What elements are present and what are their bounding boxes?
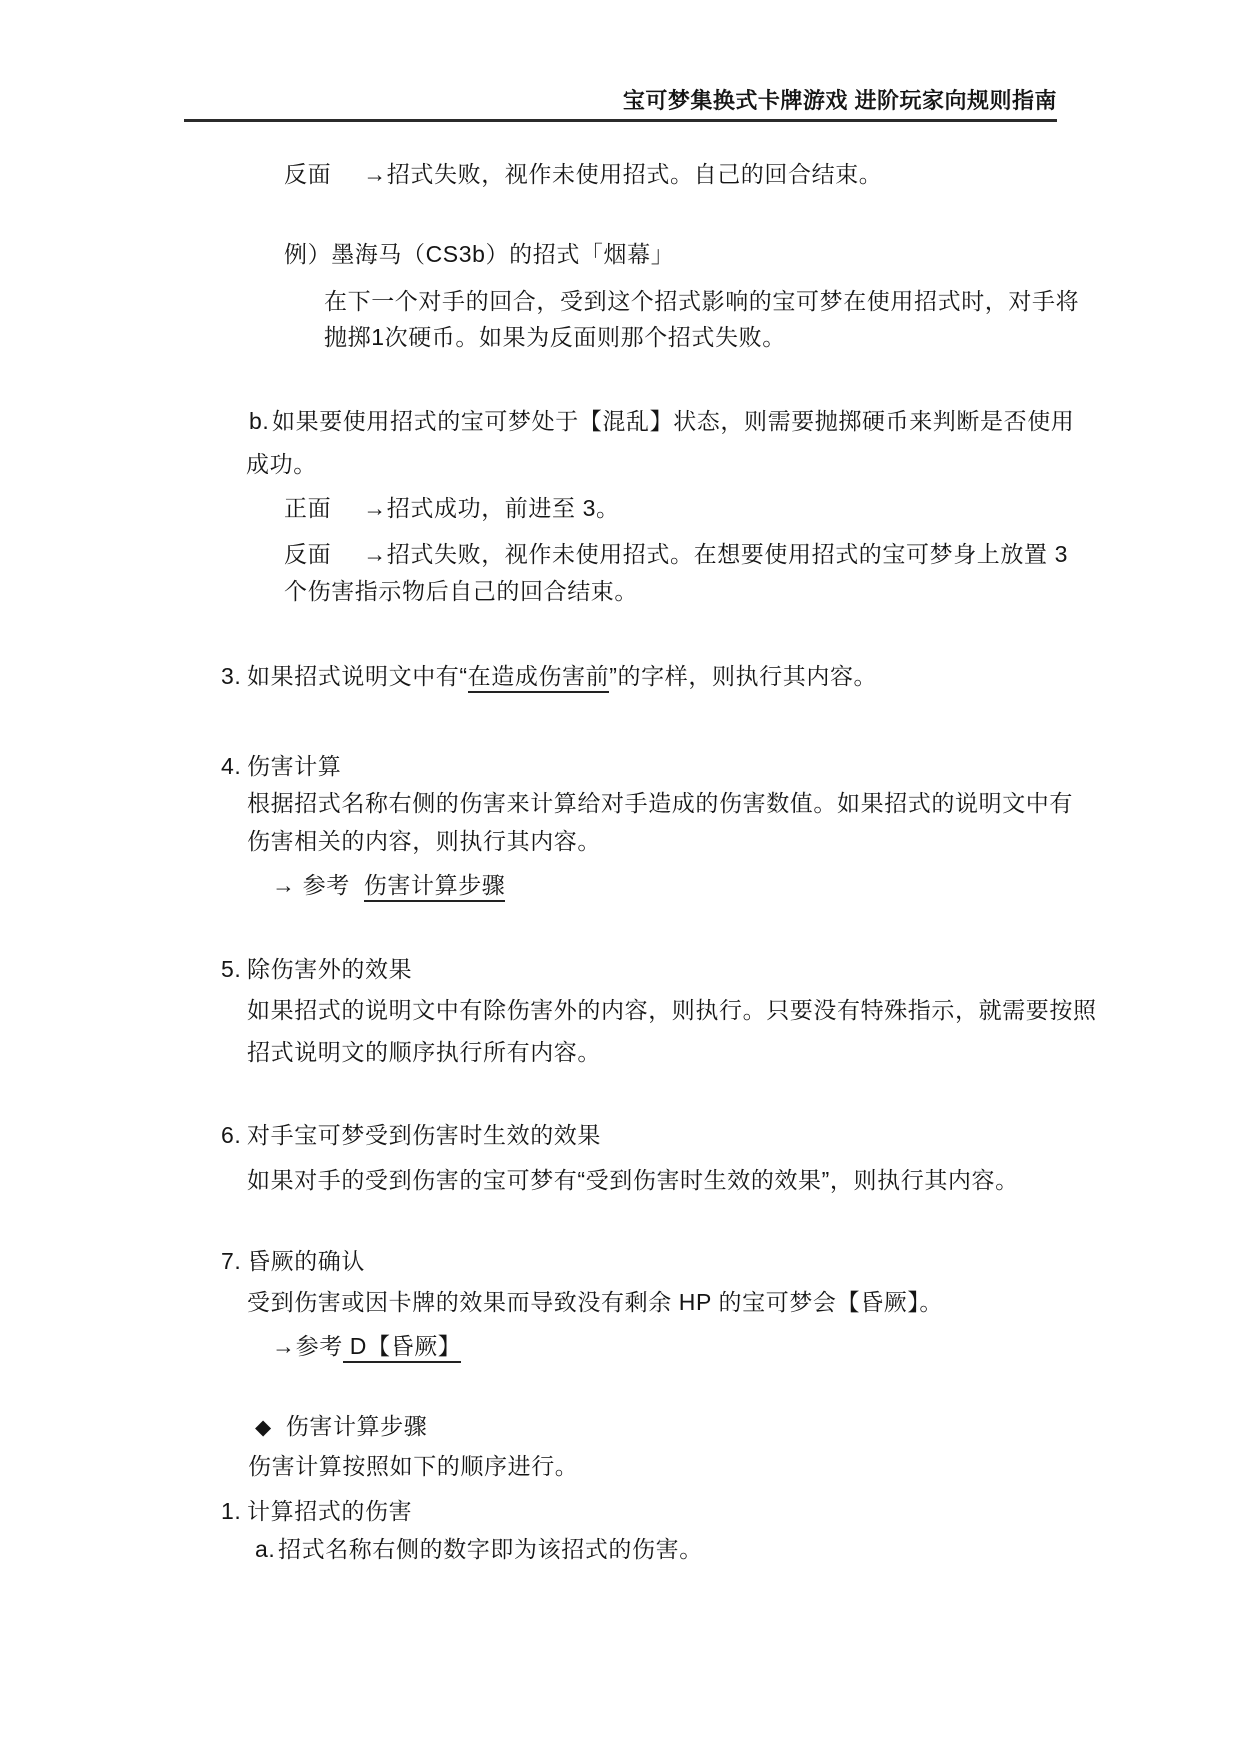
- step-5-title-line: [221, 955, 412, 984]
- step-3-line: [221, 662, 877, 691]
- header-divider: [184, 119, 1057, 122]
- step-4-body-line-1: 根据招式名称右侧的伤害来计算给对手造成的伤害数值。如果招式的说明文中有: [247, 790, 1073, 816]
- coin-tails-result-line: [284, 160, 882, 189]
- step-3-suffix: ”的字样，则执行其内容。: [609, 663, 878, 689]
- step-5-marker: 5.: [221, 956, 242, 982]
- coin-tails-label-b: 反面: [284, 541, 332, 567]
- step-4-body-line-2: 伤害相关的内容，则执行其内容。: [247, 828, 601, 854]
- damage-step-1-line: [221, 1497, 412, 1526]
- step-7-title-line: [221, 1247, 365, 1276]
- coin-heads-text: →招式成功，前进至 3。: [363, 495, 620, 521]
- step-6-marker: 6.: [221, 1122, 242, 1148]
- step-7-ref-link[interactable]: D【昏厥】: [343, 1333, 462, 1363]
- item-b-line-2: 成功。: [246, 451, 317, 477]
- damage-step-1a-marker: a.: [255, 1536, 276, 1562]
- step-6-title: 对手宝可梦受到伤害时生效的效果: [247, 1122, 601, 1148]
- diamond-bullet-icon: ◆: [255, 1416, 272, 1439]
- step-6-title-line: [221, 1121, 601, 1150]
- coin-tails-text: →招式失败，视作未使用招式。自己的回合结束。: [363, 161, 883, 187]
- step-7-reference-line: [272, 1332, 461, 1361]
- step-4-title-line: [221, 752, 341, 781]
- step-4-ref-link[interactable]: 伤害计算步骤: [364, 872, 506, 902]
- step-5-body-line-1: 如果招式的说明文中有除伤害外的内容，则执行。只要没有特殊指示，就需要按照: [247, 997, 1097, 1023]
- coin-heads-result-line: [284, 494, 620, 523]
- coin-tails-result-line-b: [284, 540, 1068, 569]
- damage-step-1-title: 计算招式的伤害: [247, 1498, 413, 1524]
- damage-step-1a-line: [255, 1535, 703, 1564]
- item-b-line-1: [249, 407, 1074, 436]
- coin-tails-cont-line: 个伤害指示物后自己的回合结束。: [284, 578, 638, 604]
- step-7-body-line-1: 受到伤害或因卡牌的效果而导致没有剩余 HP 的宝可梦会【昏厥】。: [247, 1289, 944, 1315]
- coin-tails-text-b: →招式失败，视作未使用招式。在想要使用招式的宝可梦身上放置 3: [363, 541, 1068, 567]
- example-body-line-2: 抛掷1次硬币。如果为反面则那个招式失败。: [324, 324, 786, 350]
- step-5-body-line-2: 招式说明文的顺序执行所有内容。: [247, 1039, 601, 1065]
- step-3-underlined-phrase: 在造成伤害前: [468, 663, 610, 693]
- step-4-marker: 4.: [221, 753, 242, 779]
- step-7-ref-arrow: →参考: [272, 1333, 343, 1359]
- step-3-prefix: 如果招式说明文中有“: [247, 663, 468, 689]
- step-7-marker: 7.: [221, 1248, 242, 1274]
- damage-steps-intro: 伤害计算按照如下的顺序进行。: [248, 1453, 579, 1479]
- step-4-title: 伤害计算: [247, 753, 342, 779]
- page-header-title: 宝可梦集换式卡牌游戏 进阶玩家向规则指南: [622, 88, 1057, 113]
- coin-tails-label: 反面: [284, 161, 332, 187]
- example-body-line-1: 在下一个对手的回合，受到这个招式影响的宝可梦在使用招式时，对手将: [324, 288, 1080, 314]
- step-3-marker: 3.: [221, 663, 242, 689]
- item-b-marker: b.: [249, 408, 270, 434]
- step-4-ref-arrow: → 参考: [272, 872, 350, 898]
- item-b-text-1: 如果要使用招式的宝可梦处于【混乱】状态，则需要抛掷硬币来判断是否使用: [272, 408, 1075, 434]
- damage-steps-title: 伤害计算步骤: [285, 1413, 428, 1439]
- step-5-title: 除伤害外的效果: [247, 956, 413, 982]
- step-4-reference-line: [272, 871, 505, 900]
- damage-step-1-marker: 1.: [221, 1498, 242, 1524]
- coin-heads-label: 正面: [284, 495, 332, 521]
- damage-steps-heading: [255, 1412, 427, 1441]
- step-7-title: 昏厥的确认: [247, 1248, 365, 1274]
- example-title: 例）墨海马（CS3b）的招式「烟幕」: [284, 241, 675, 267]
- step-6-body-line-1: 如果对手的受到伤害的宝可梦有“受到伤害时生效的效果”，则执行其内容。: [247, 1167, 1019, 1193]
- damage-step-1a-text: 招式名称右侧的数字即为该招式的伤害。: [278, 1536, 703, 1562]
